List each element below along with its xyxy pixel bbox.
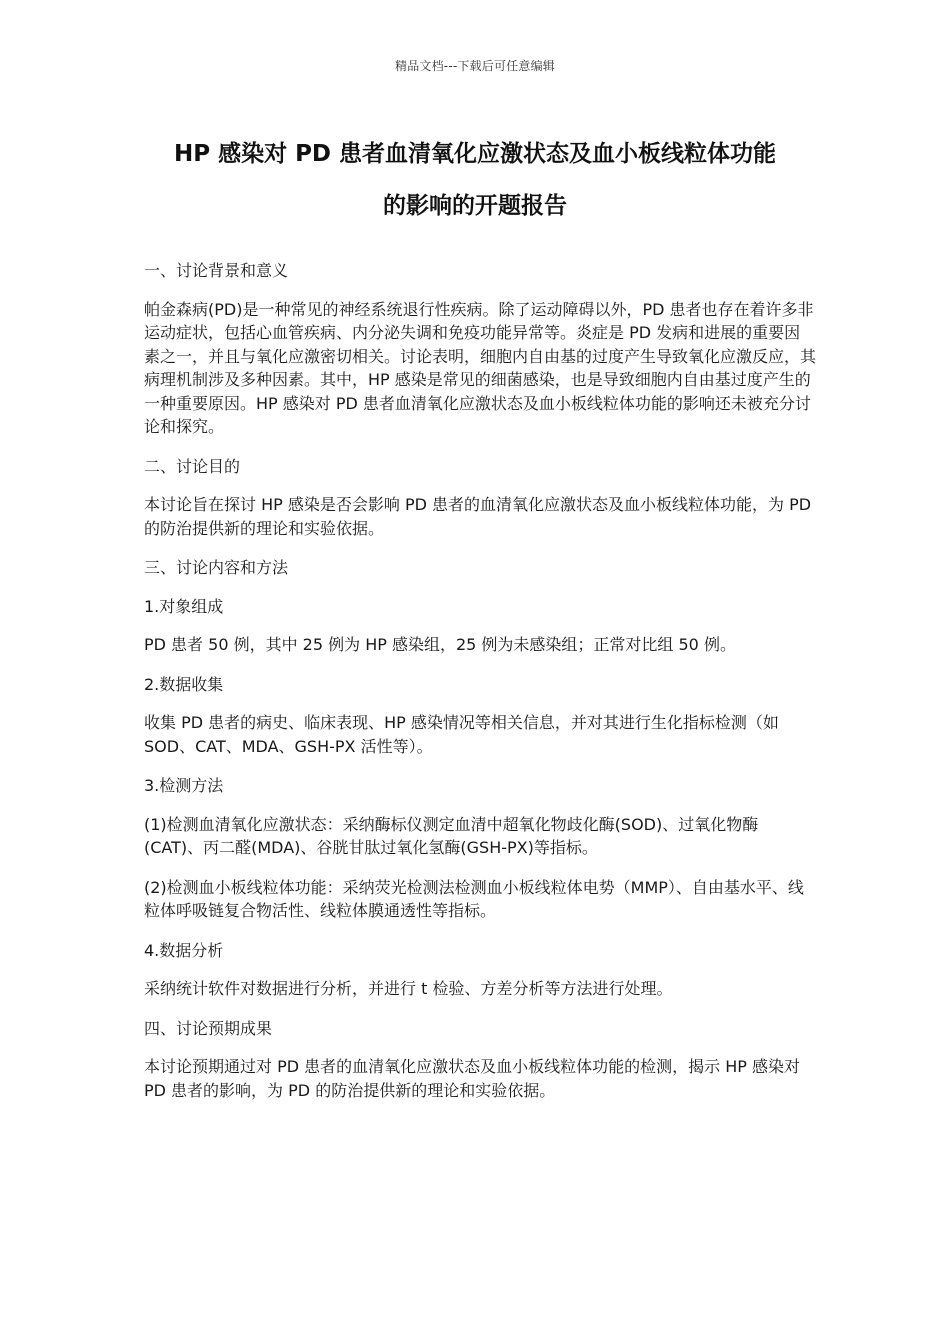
data-analysis-paragraph: 采纳统计软件对数据进行分析，并进行 t 检验、方差分析等方法进行处理。 [144, 979, 673, 998]
subsection-heading-data-analysis: 4.数据分析 [144, 940, 224, 960]
section-heading-background: 一、讨论背景和意义 [144, 261, 289, 280]
document-title-line-2: 的影响的开题报告 [383, 193, 567, 219]
document-title [110, 128, 840, 232]
subjects-paragraph: PD 患者 50 例，其中 25 例为 HP 感染组，25 例为未感染组；正常对比组 50 例。 [144, 635, 736, 654]
expected-outcomes-paragraph: 本讨论预期通过对 PD 患者的血清氧化应激状态及血小板线粒体功能的检测，揭示 HP 感染对 PD 患者的影响，为 PD 的防治提供新的理论和实验依据。 [144, 1057, 800, 1100]
section-heading-methods: 三、讨论内容和方法 [144, 558, 289, 577]
purpose-paragraph: 本讨论旨在探讨 HP 感染是否会影响 PD 患者的血清氧化应激状态及血小板线粒体功能，为 PD 的防治提供新的理论和实验依据。 [144, 495, 812, 538]
detection-method-item-1: (1)检测血清氧化应激状态：采纳酶标仪测定血清中超氧化物歧化酶(SOD)、过氧化物酶(CAT)、丙二醛(MDA)、谷胱甘肽过氧化氢酶(GSH-PX)等指标。 [144, 814, 759, 857]
subsection-heading-detection-methods: 3.检测方法 [144, 776, 224, 795]
background-paragraph: 帕金森病(PD)是一种常见的神经系统退行性疾病。除了运动障碍以外，PD 患者也存在着许多非运动症状，包括心血管疾病、内分泌失调和免疫功能异常等。炎症是 PD 发病和进展的重要因素之一，并且与氧化应激密切相关。讨论表明，细胞内自由基的过度产生导致氧化应激反应，其病理机制涉及多种因素。其中，HP 感染是常见的细菌感染，也是导致细胞内自由基过度产生的一种重要原因。HP 感染对 PD 患者血清氧化应激状态及血小板线粒体功能的影响还未被充分讨论和探究。 [144, 299, 817, 436]
page-header: 精品文档---下载后可任意编辑 [395, 59, 555, 73]
subsection-heading-data-collection: 2.数据收集 [144, 674, 224, 694]
subsection-heading-subjects: 1.对象组成 [144, 596, 224, 616]
section-heading-expected-outcomes: 四、讨论预期成果 [144, 1018, 273, 1038]
document-body [144, 259, 816, 1118]
data-collection-paragraph: 收集 PD 患者的病史、临床表现、HP 感染情况等相关信息，并对其进行生化指标检测（如 SOD、CAT、MDA、GSH-PX 活性等）。 [144, 713, 779, 756]
detection-method-item-2: (2)检测血小板线粒体功能：采纳荧光检测法检测血小板线粒体电势（MMP）、自由基水平、线粒体呼吸链复合物活性、线粒体膜通透性等指标。 [144, 877, 804, 920]
document-title-line-1: HP 感染对 PD 患者血清氧化应激状态及血小板线粒体功能 [173, 141, 777, 167]
section-heading-purpose: 二、讨论目的 [144, 456, 241, 476]
